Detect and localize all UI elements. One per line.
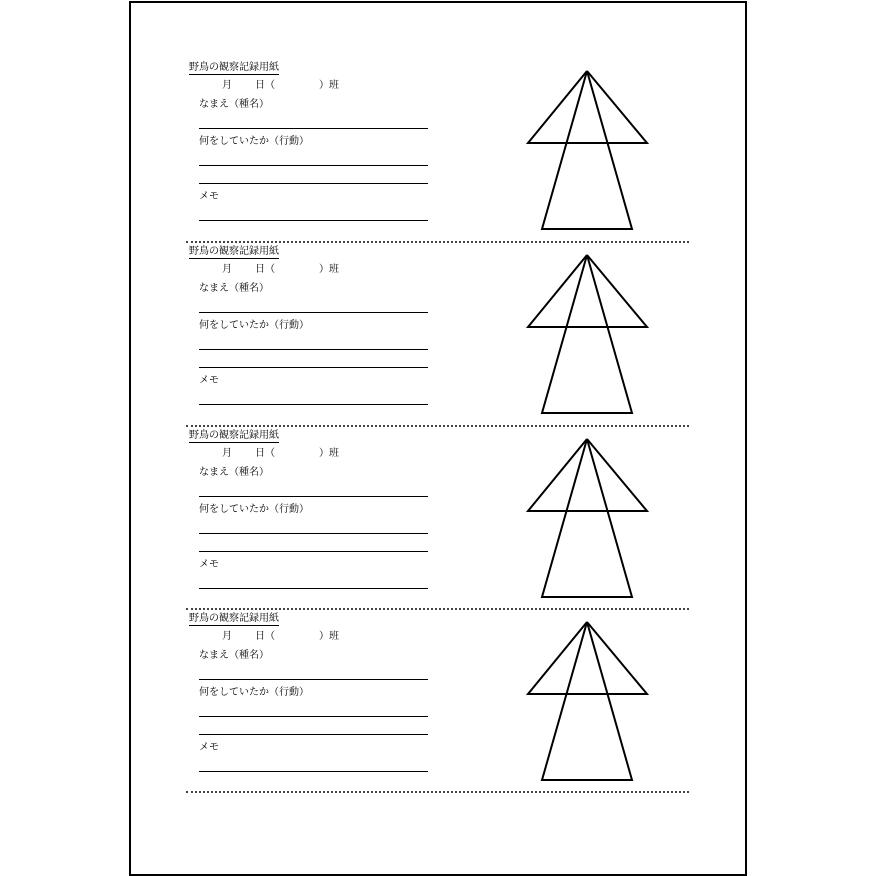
month-label: 月 (222, 448, 232, 459)
name-label: なまえ（種名） (199, 467, 269, 478)
observation-card (186, 430, 690, 613)
memo-answer-line[interactable] (199, 220, 428, 221)
group-label: ）班 (319, 448, 339, 459)
day-label: 日（ (255, 80, 275, 91)
name-label: なまえ（種名） (199, 283, 269, 294)
action-label: 何をしていたか（行動） (199, 320, 309, 331)
action-answer-line[interactable] (199, 349, 428, 350)
bird-sketch-frame (526, 619, 650, 783)
memo-answer-line[interactable] (199, 771, 428, 772)
observation-card (186, 246, 690, 429)
card-divider (186, 791, 689, 793)
action-answer-line[interactable] (199, 551, 428, 552)
name-answer-line[interactable] (199, 312, 428, 313)
card-title: 野鳥の観察記録用紙 (189, 62, 279, 73)
bird-sketch-frame (526, 436, 650, 600)
name-label: なまえ（種名） (199, 650, 269, 661)
card-divider (186, 241, 689, 243)
card-title: 野鳥の観察記録用紙 (189, 246, 279, 257)
bird-sketch-frame (526, 252, 650, 416)
memo-label: メモ (199, 191, 219, 202)
action-label: 何をしていたか（行動） (199, 504, 309, 515)
month-label: 月 (222, 631, 232, 642)
bird-sketch-frame (526, 68, 650, 232)
action-answer-line[interactable] (199, 533, 428, 534)
month-label: 月 (222, 80, 232, 91)
observation-card (186, 62, 690, 245)
action-answer-line[interactable] (199, 183, 428, 184)
group-label: ）班 (319, 264, 339, 275)
month-label: 月 (222, 264, 232, 275)
memo-label: メモ (199, 742, 219, 753)
group-label: ）班 (319, 631, 339, 642)
day-label: 日（ (255, 631, 275, 642)
action-answer-line[interactable] (199, 165, 428, 166)
action-label: 何をしていたか（行動） (199, 687, 309, 698)
card-title: 野鳥の観察記録用紙 (189, 613, 279, 624)
action-answer-line[interactable] (199, 367, 428, 368)
card-divider (186, 425, 689, 427)
card-title: 野鳥の観察記録用紙 (189, 430, 279, 441)
action-answer-line[interactable] (199, 734, 428, 735)
day-label: 日（ (255, 448, 275, 459)
name-answer-line[interactable] (199, 679, 428, 680)
card-divider (186, 608, 689, 610)
action-answer-line[interactable] (199, 716, 428, 717)
day-label: 日（ (255, 264, 275, 275)
memo-answer-line[interactable] (199, 404, 428, 405)
name-answer-line[interactable] (199, 128, 428, 129)
name-answer-line[interactable] (199, 496, 428, 497)
memo-label: メモ (199, 375, 219, 386)
memo-label: メモ (199, 559, 219, 570)
memo-answer-line[interactable] (199, 588, 428, 589)
action-label: 何をしていたか（行動） (199, 136, 309, 147)
observation-card (186, 613, 690, 796)
group-label: ）班 (319, 80, 339, 91)
name-label: なまえ（種名） (199, 99, 269, 110)
